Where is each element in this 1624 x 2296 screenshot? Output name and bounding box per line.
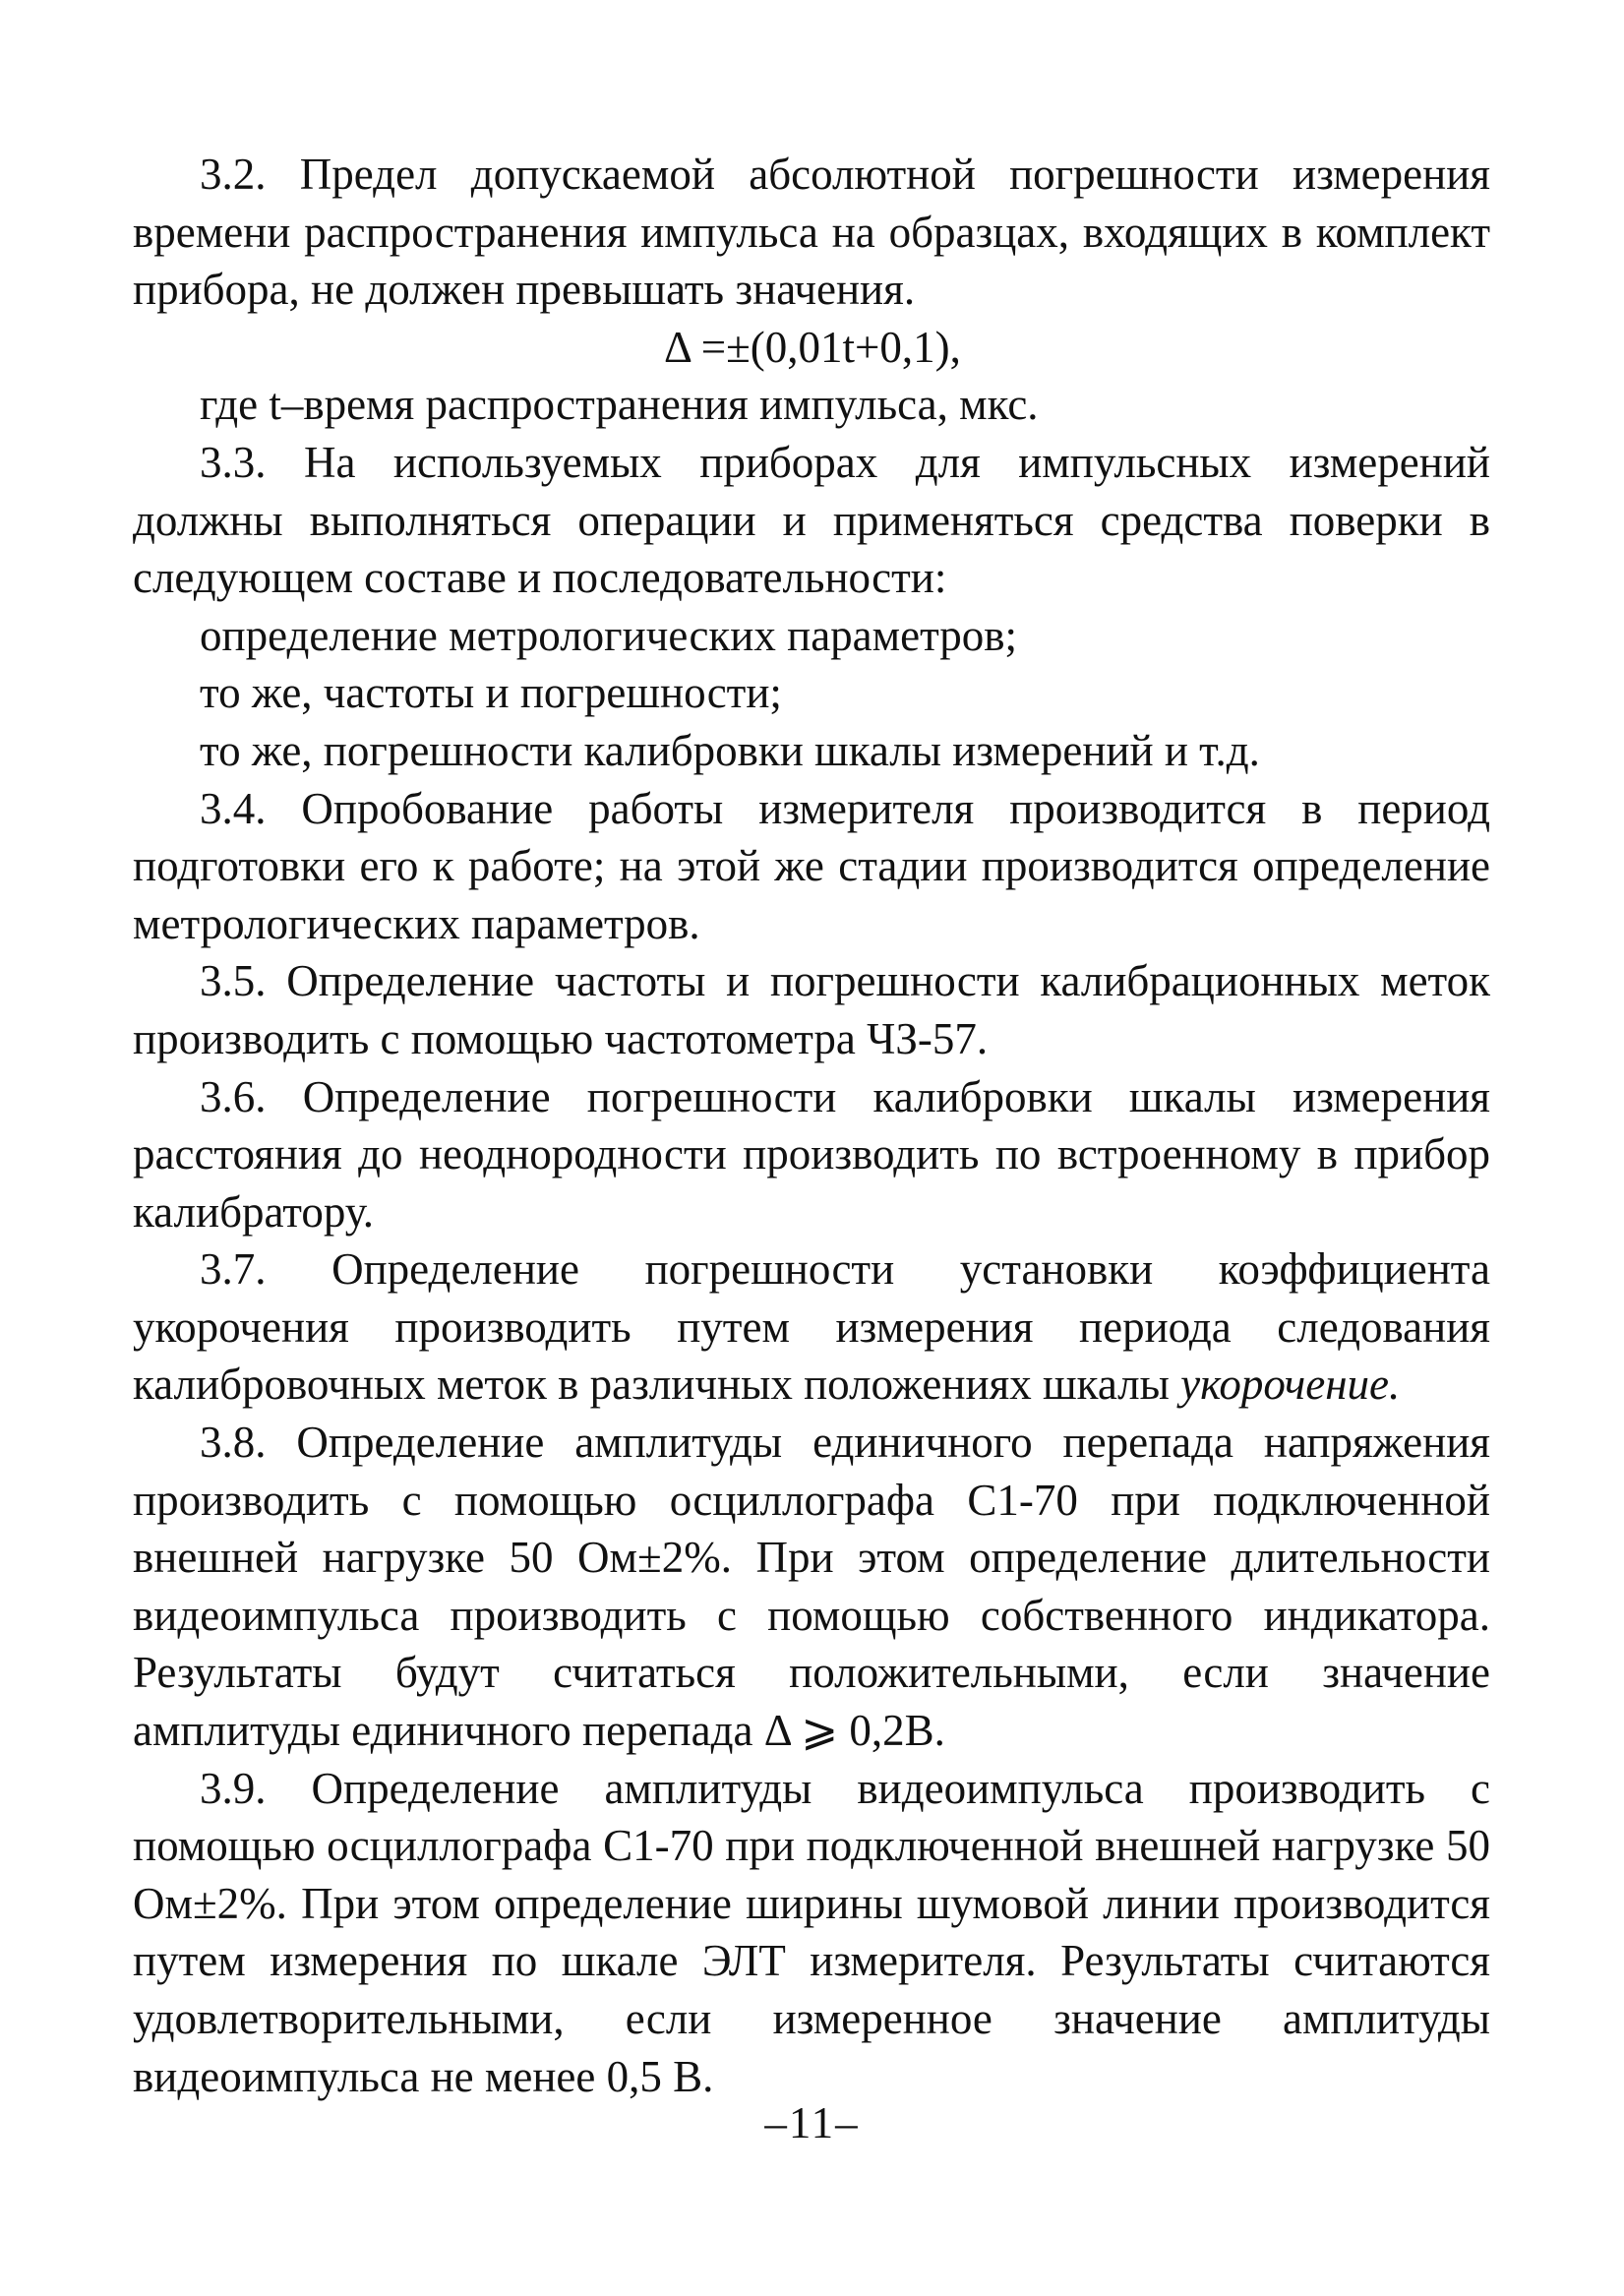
paragraph-3-5: 3.5. Определение частоты и погрешности калибрационных меток производить с помощью частотометра ЧЗ-57. [133,956,1490,1063]
paragraph-3-6: 3.6. Определение погрешности калибровки шкалы измерения расстояния до неоднородности производить по встроенному в прибор калибратору. [133,1071,1490,1237]
paragraph-3-7-text: 3.7. Определение погрешности установки коэффициента укорочения производить путем измерения периода следования калибровочных меток в различных положениях шкалы [133,1244,1490,1410]
formula-error-limit: Δ =±(0,01t+0,1), [664,322,961,372]
paragraph-3-7-italic-term: укорочение. [1180,1359,1401,1410]
paragraph-3-2: 3.2. Предел допускаемой абсолютной погрешности измерения времени распространения импульса на образцах, входящих в комплект прибора, не должен превышать значения. [133,150,1490,315]
paragraph-3-9: 3.9. Определение амплитуды видеоимпульса производить с помощью осциллографа С1-70 при подключенной внешней нагрузке 50 Ом±2%. При этом определение ширины шумовой линии производится путем измерения по шкале ЭЛТ измерителя. Результаты считаются удовлетворительными, если измеренное значение амплитуды видеоимпульса не менее 0,5 В. [133,1763,1490,2101]
list-item-2: то же, частоты и погрешности; [200,668,782,718]
list-item-1: определение метрологических параметров; [200,610,1018,660]
page-number: –11– [764,2098,860,2147]
list-item-3: то же, погрешности калибровки шкалы измерений и т.д. [200,725,1260,775]
body-text [133,146,1490,2105]
formula-definition: где t–время распространения импульса, мкс. [200,380,1039,430]
paragraph-3-8: 3.8. Определение амплитуды единичного перепада напряжения производить с помощью осциллографа С1-70 при подключенной внешней нагрузке 50 Ом±2%. При этом определение длительности видеоимпульса производить с помощью собственного индикатора. Результаты будут считаться положительными, если значение амплитуды единичного перепада Δ ⩾ 0,2В. [133,1418,1490,1756]
paragraph-3-7 [133,1240,1490,1414]
paragraph-3-3: 3.3. На используемых приборах для импульсных измерений должны выполняться операции и применяться средства поверки в следующем составе и последовательности: [133,437,1490,603]
paragraph-3-4: 3.4. Опробование работы измерителя производится в период подготовки его к работе; на этой же стадии производится определение метрологических параметров. [133,783,1490,948]
